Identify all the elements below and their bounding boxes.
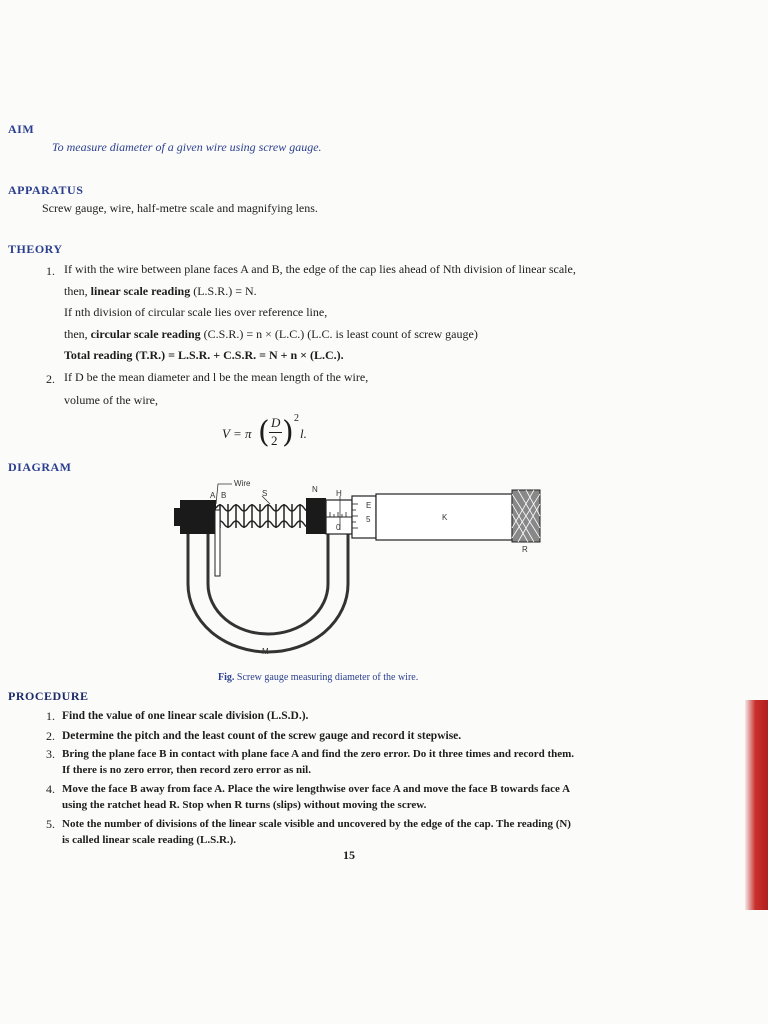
wire: [215, 510, 220, 576]
theory-line2-bold: linear scale reading: [90, 284, 191, 298]
step-number: 4.: [46, 782, 55, 796]
formula-exponent: 2: [294, 413, 299, 424]
formula-numerator: D: [271, 415, 281, 430]
step-line: Note the number of divisions of the linear scale visible and uncovered by the edge of the cap. The reading (N): [62, 818, 571, 830]
label-h: H: [336, 489, 342, 498]
step-number: 3.: [46, 747, 55, 761]
procedure-heading: PROCEDURE: [8, 689, 89, 703]
step-line: Bring the plane face B in contact with plane face A and find the zero error. Do it three times and record them.: [62, 748, 575, 760]
anvil-knob: [174, 508, 182, 526]
label-k: K: [442, 513, 448, 522]
diagram-heading: DIAGRAM: [8, 460, 72, 474]
step-line: Find the value of one linear scale division (L.S.D.).: [62, 710, 309, 722]
label-m: M: [262, 647, 269, 656]
theory-item1-line2: [64, 284, 257, 298]
theory-item1-line3: If nth division of circular scale lies over reference line,: [64, 305, 328, 319]
label-s: S: [262, 489, 268, 498]
formula-right-paren: ): [282, 415, 294, 450]
step-number: 2.: [46, 729, 55, 743]
theory-line4-post: (C.S.R.) = n × (L.C.) (L.C. is least count of screw gauge): [200, 327, 478, 341]
theory-item1-line5: Total reading (T.R.) = L.S.R. + C.S.R. = N + n × (L.C.).: [64, 348, 344, 362]
apparatus-heading: APPARATUS: [8, 183, 84, 197]
formula-tail: l.: [300, 426, 307, 441]
figure-caption: [218, 672, 418, 683]
sleeve-block: [306, 498, 326, 534]
anvil-block: [180, 500, 216, 534]
formula-left-paren: (: [258, 415, 270, 450]
volume-formula: [222, 413, 312, 453]
label-five: 5: [366, 515, 371, 524]
label-n: N: [312, 485, 318, 494]
theory-item2-number: 2.: [46, 372, 55, 386]
theory-item2-line1: If D be the mean diameter and l be the mean length of the wire,: [64, 370, 369, 384]
step-number: 1.: [46, 709, 55, 723]
theory-line4-bold: circular scale reading: [90, 327, 201, 341]
screw-gauge-diagram: [170, 474, 550, 664]
label-e: E: [366, 501, 372, 510]
formula-lhs: V = π: [222, 426, 252, 441]
theory-item1-line1: If with the wire between plane faces A and B, the edge of the cap lies ahead of Nth division of linear scale,: [64, 262, 576, 276]
theory-item1-number: 1.: [46, 264, 55, 278]
theory-heading: THEORY: [8, 242, 63, 256]
theory-line2-post: (L.S.R.) = N.: [190, 284, 257, 298]
label-a: A: [210, 491, 216, 500]
aim-text: To measure diameter of a given wire using screw gauge.: [52, 140, 322, 154]
theory-line4-pre: then,: [64, 327, 91, 341]
caption-text: Screw gauge measuring diameter of the wire.: [236, 672, 419, 683]
label-r: R: [522, 545, 528, 554]
u-frame-inner: [208, 534, 328, 634]
page-number: 15: [343, 848, 355, 862]
theory-line2-pre: then,: [64, 284, 91, 298]
label-b: B: [221, 491, 227, 500]
theory-item2-line2: volume of the wire,: [64, 393, 158, 407]
caption-label: Fig.: [218, 672, 235, 683]
thimble-scale: [352, 496, 376, 538]
label-zero: 0: [336, 523, 341, 532]
formula-denominator: 2: [271, 433, 278, 448]
apparatus-text: Screw gauge, wire, half-metre scale and magnifying lens.: [42, 201, 318, 215]
step-number: 5.: [46, 817, 55, 831]
label-wire: Wire: [234, 479, 251, 488]
aim-heading: AIM: [8, 122, 35, 136]
step-line: using the ratchet head R. Stop when R turns (slips) without moving the screw.: [62, 799, 427, 811]
spindle-threads: [216, 504, 320, 528]
step-line: Determine the pitch and the least count of the screw gauge and record it stepwise.: [62, 730, 462, 742]
step-line: Move the face B away from face A. Place the wire lengthwise over face A and move the face B towards face A: [62, 783, 571, 795]
theory-item1-line4: [64, 327, 478, 341]
step-line: is called linear scale reading (L.S.R.).: [62, 834, 237, 846]
step-line: If there is no zero error, then record zero error as nil.: [62, 764, 311, 776]
book-edge: [745, 700, 768, 910]
